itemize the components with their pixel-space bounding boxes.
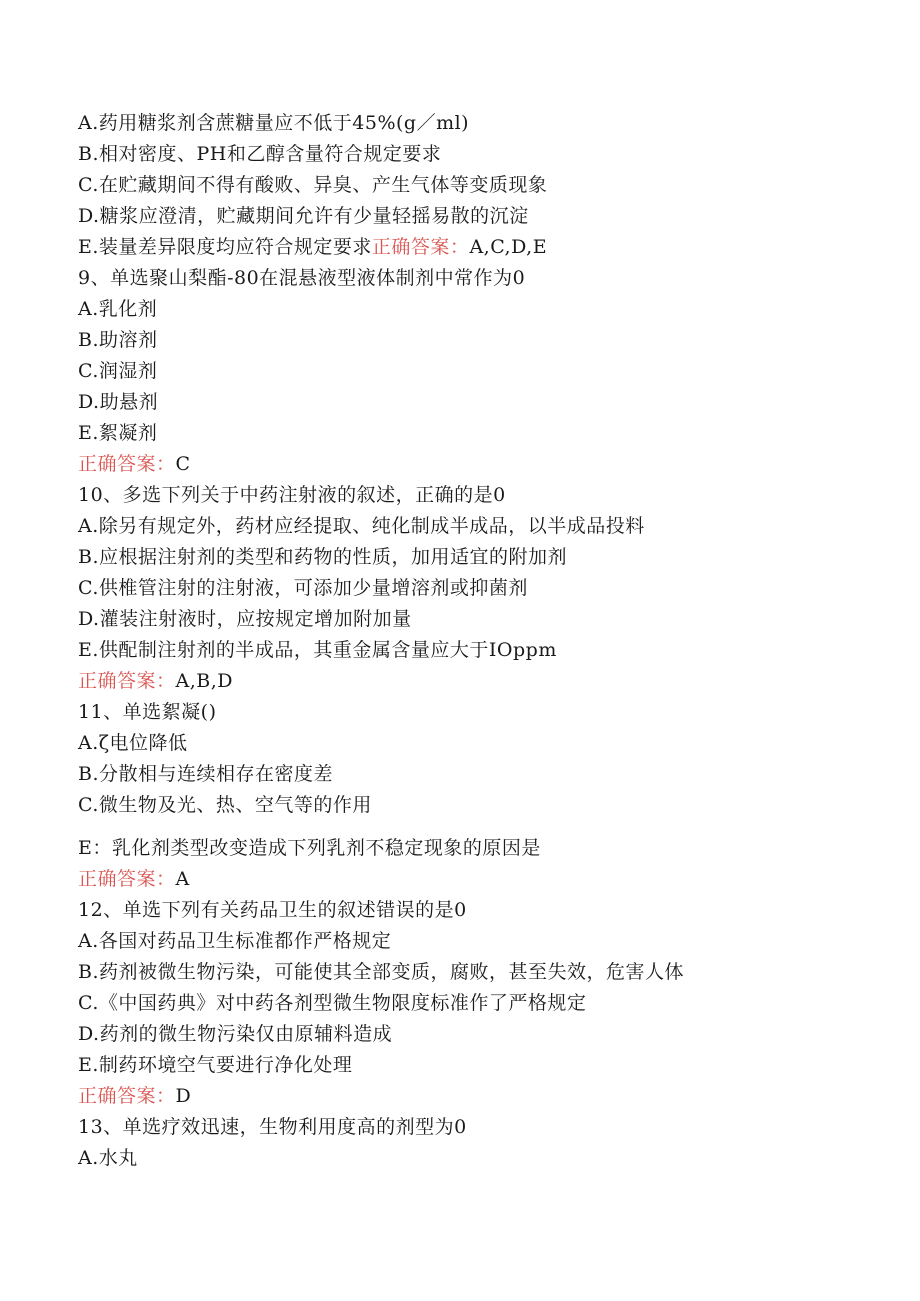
q12-option-a: A.各国对药品卫生标准都作严格规定 bbox=[78, 930, 392, 952]
q9-option-e: E.絮凝剂 bbox=[78, 422, 158, 444]
q11-option-b: B.分散相与连续相存在密度差 bbox=[78, 763, 334, 785]
q12-option-d: D.药剂的微生物污染仅由原辅料造成 bbox=[78, 1023, 393, 1045]
q9-option-c: C.润湿剂 bbox=[78, 360, 158, 382]
q8-option-e: E.装量差异限度均应符合规定要求 bbox=[78, 236, 372, 258]
q12-option-e: E.制药环境空气要进行净化处理 bbox=[78, 1054, 353, 1076]
q13-stem: 13、单选疗效迅速，生物利用度高的剂型为0 bbox=[78, 1116, 467, 1138]
q10-option-a: A.除另有规定外，药材应经提取、纯化制成半成品，以半成品投料 bbox=[78, 515, 645, 537]
q10-answer bbox=[78, 666, 858, 697]
q13-option-a: A.水丸 bbox=[78, 1147, 138, 1169]
q11-option-c: C.微生物及光、热、空气等的作用 bbox=[78, 794, 372, 816]
q8-option-d: D.糖浆应澄清，贮藏期间允许有少量轻摇易散的沉淀 bbox=[78, 205, 529, 227]
q10-answer-value: A,B,D bbox=[175, 670, 234, 692]
q11-answer-label: 正确答案： bbox=[78, 868, 176, 890]
q10-option-c: C.供椎管注射的注射液，可添加少量增溶剂或抑菌剂 bbox=[78, 577, 528, 599]
q10-option-b: B.应根据注射剂的类型和药物的性质，加用适宜的附加剂 bbox=[78, 546, 568, 568]
q9-option-b: B.助溶剂 bbox=[78, 329, 158, 351]
q8-answer-label: 正确答案： bbox=[371, 236, 470, 258]
q8-option-b: B.相对密度、PH和乙醇含量符合规定要求 bbox=[78, 143, 442, 165]
q12-option-b: B.药剂被微生物污染，可能使其全部变质，腐败，甚至失效，危害人体 bbox=[78, 961, 685, 983]
q11-answer bbox=[78, 864, 858, 895]
q11-answer-value: A bbox=[175, 868, 190, 890]
q10-option-d: D.灌装注射液时，应按规定增加附加量 bbox=[78, 608, 412, 630]
q9-answer-value: C bbox=[175, 453, 191, 475]
q9-option-d: D.助悬剂 bbox=[78, 391, 159, 413]
q9-answer-label: 正确答案： bbox=[78, 453, 176, 475]
q8-option-e-with-answer bbox=[78, 232, 858, 263]
q9-answer bbox=[78, 449, 858, 480]
q12-answer bbox=[78, 1081, 858, 1112]
q8-option-a: A.药用糖浆剂含蔗糖量应不低于45%(g／ml) bbox=[78, 112, 470, 134]
q8-option-c: C.在贮藏期间不得有酸败、异臭、产生气体等变质现象 bbox=[78, 174, 548, 196]
q9-stem: 9、单选聚山梨酯-80在混悬液型液体制剂中常作为0 bbox=[78, 267, 526, 289]
q12-option-c: C.《中国药典》对中药各剂型微生物限度标准作了严格规定 bbox=[78, 992, 587, 1014]
q11-option-e: E：乳化剂类型改变造成下列乳剂不稳定现象的原因是 bbox=[78, 837, 541, 859]
q12-stem: 12、单选下列有关药品卫生的叙述错误的是0 bbox=[78, 899, 467, 921]
q12-answer-label: 正确答案： bbox=[78, 1085, 176, 1107]
q10-option-e: E.供配制注射剂的半成品，其重金属含量应大于IOppm bbox=[78, 639, 557, 661]
q10-stem: 10、多选下列关于中药注射液的叙述，正确的是0 bbox=[78, 484, 506, 506]
q12-answer-value: D bbox=[175, 1085, 192, 1107]
q10-answer-label: 正确答案： bbox=[78, 670, 176, 692]
document-page bbox=[78, 108, 858, 1174]
q8-answer-value: A,C,D,E bbox=[469, 236, 548, 258]
q11-spacer bbox=[78, 821, 858, 833]
q11-option-a: A.ζ电位降低 bbox=[78, 732, 188, 754]
q11-stem: 11、单选絮凝() bbox=[78, 701, 217, 723]
q9-option-a: A.乳化剂 bbox=[78, 298, 158, 320]
